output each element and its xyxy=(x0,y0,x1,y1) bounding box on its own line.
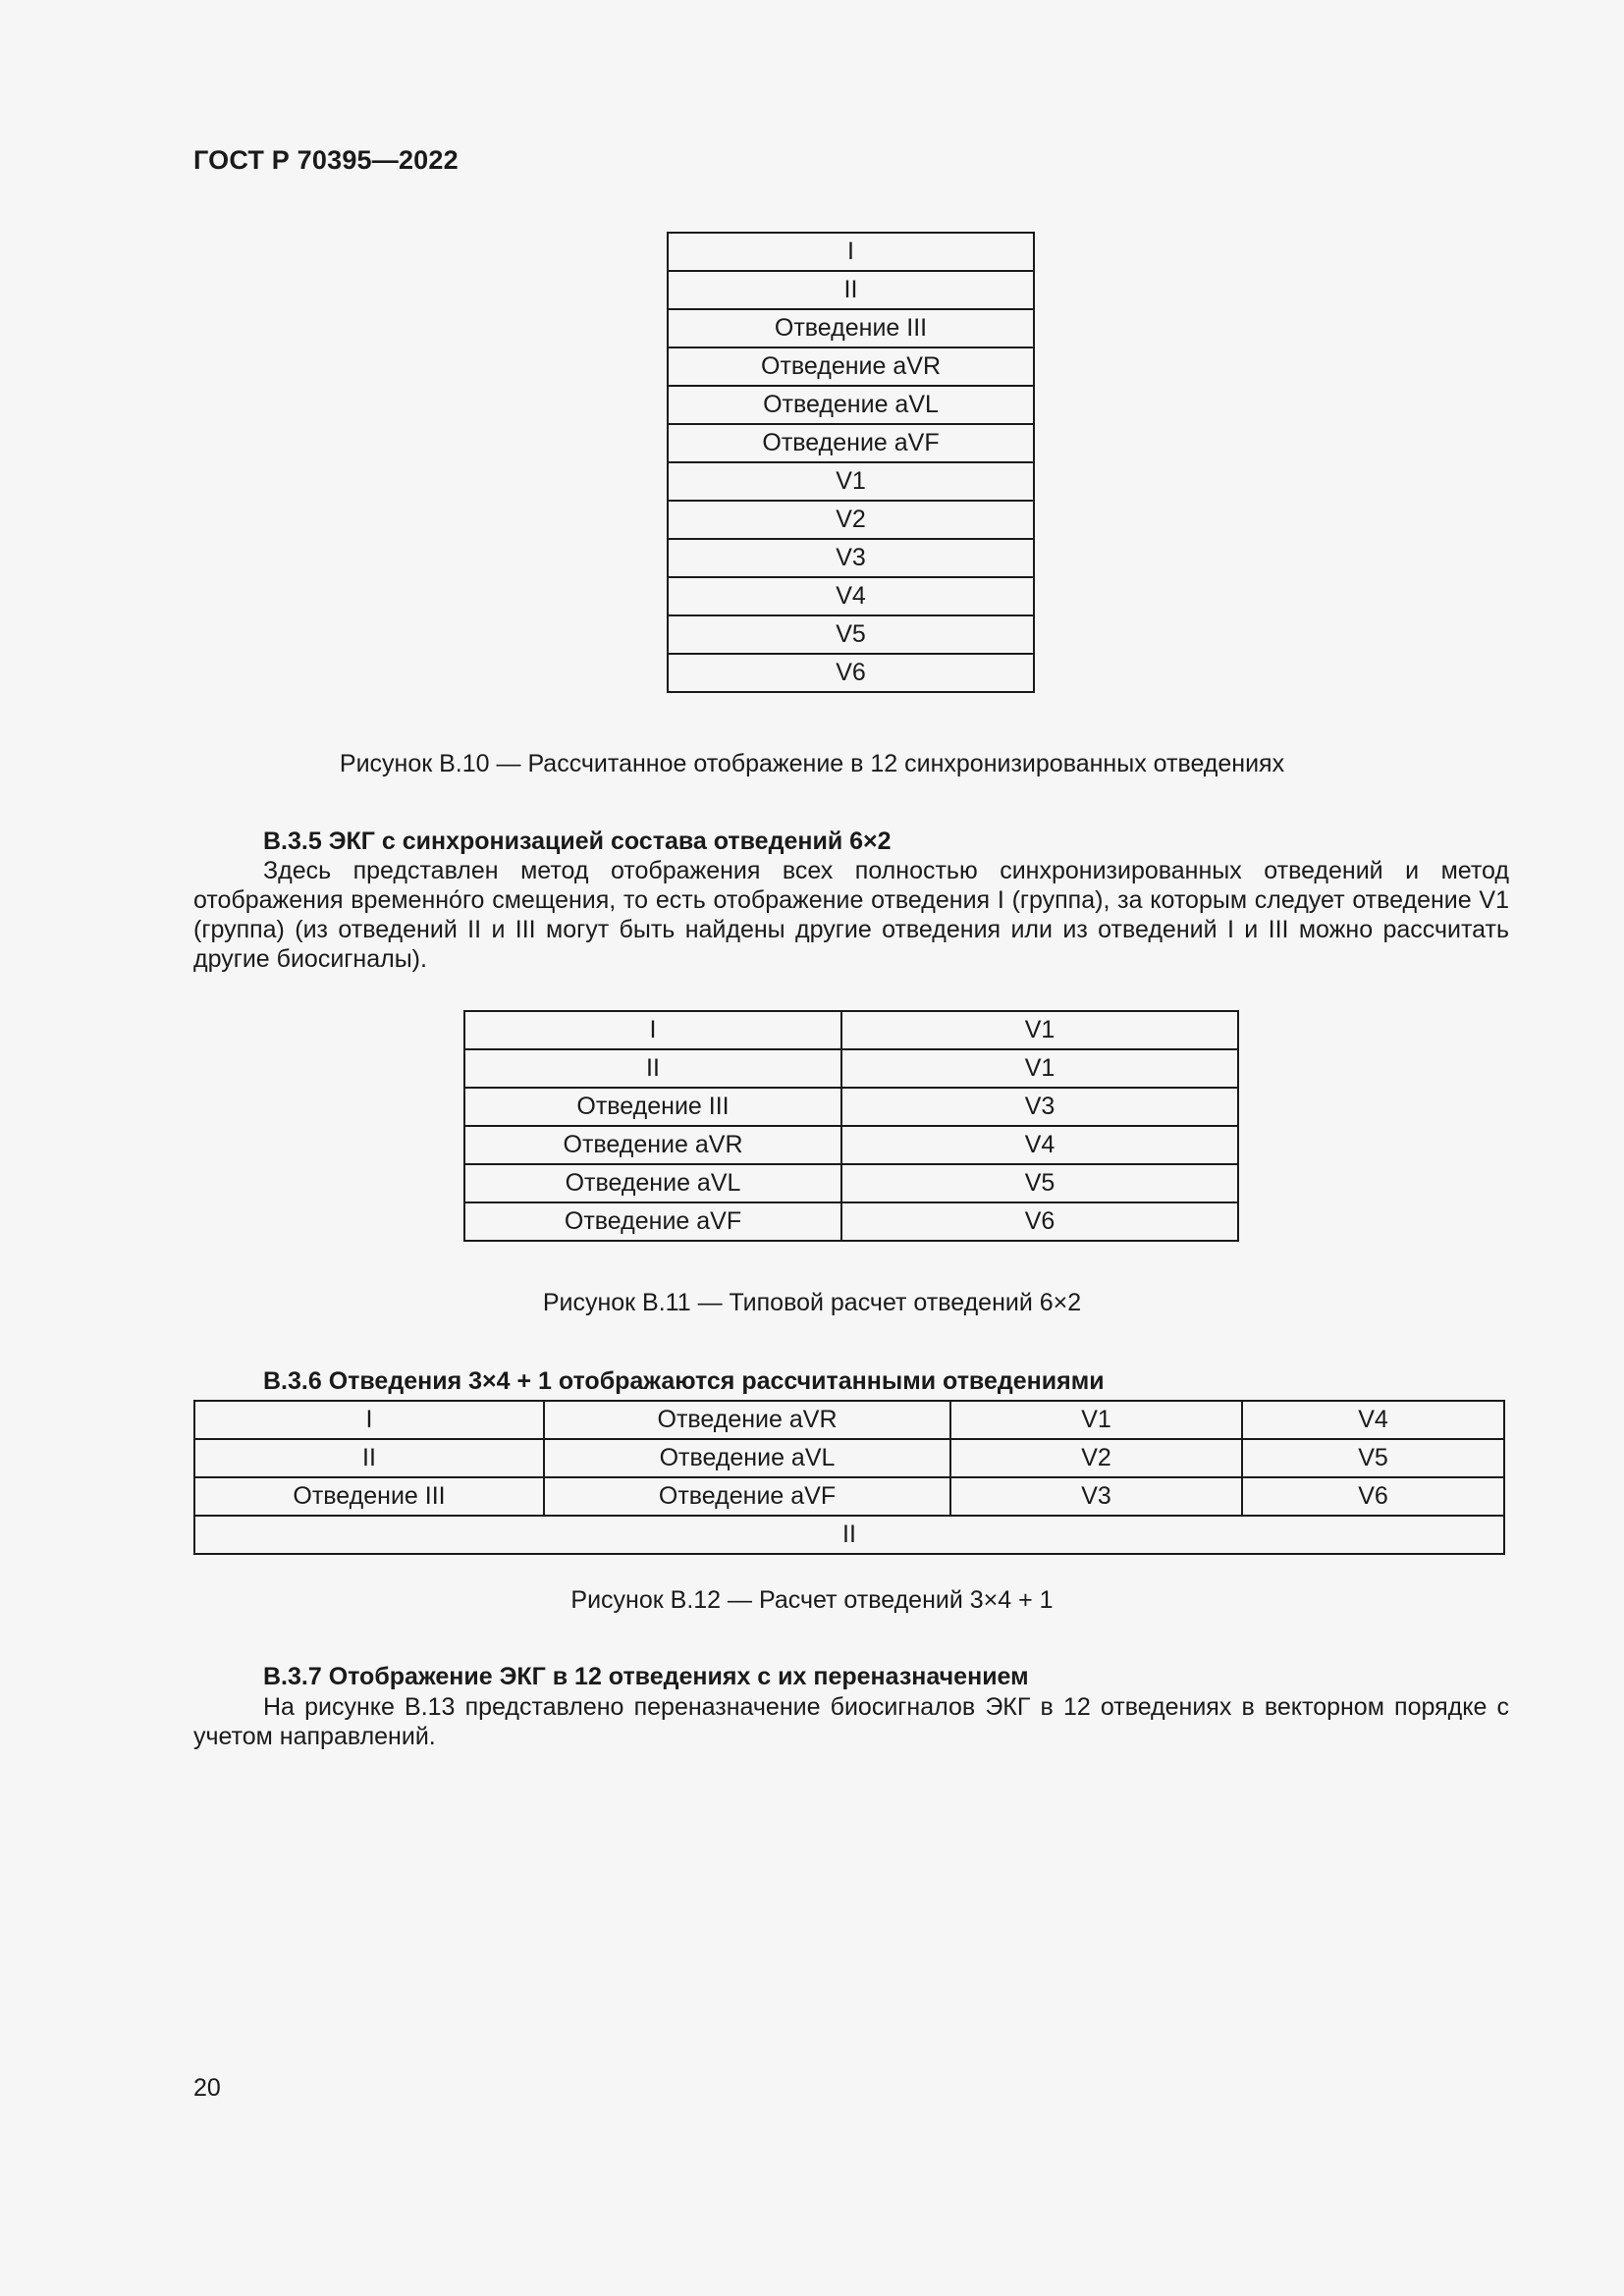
table-cell: I xyxy=(464,1011,841,1049)
table-cell: V2 xyxy=(950,1439,1242,1477)
table-cell: V6 xyxy=(668,654,1034,692)
table-row xyxy=(668,309,1034,347)
figure-b10-caption: Рисунок В.10 — Рассчитанное отображение в 12 синхронизированных отведениях xyxy=(339,750,1285,777)
table-row xyxy=(464,1088,1238,1126)
table-row xyxy=(668,424,1034,462)
table-row xyxy=(668,501,1034,539)
figure-b11-table xyxy=(463,1010,1239,1242)
table-cell: Отведение aVF xyxy=(464,1202,841,1241)
table-cell: V4 xyxy=(1242,1401,1504,1439)
table-cell: V2 xyxy=(668,501,1034,539)
table-cell: V6 xyxy=(841,1202,1238,1241)
table-row xyxy=(464,1164,1238,1202)
table-cell: V3 xyxy=(950,1477,1242,1516)
table-row xyxy=(464,1126,1238,1164)
table-row xyxy=(194,1401,1504,1439)
table-cell: II xyxy=(194,1439,544,1477)
table-row xyxy=(464,1202,1238,1241)
table-row xyxy=(194,1516,1504,1554)
table-cell: V3 xyxy=(841,1088,1238,1126)
table-cell: Отведение aVL xyxy=(544,1439,950,1477)
table-cell: V1 xyxy=(841,1011,1238,1049)
table-cell: V1 xyxy=(841,1049,1238,1088)
table-cell: Отведение III xyxy=(464,1088,841,1126)
table-row xyxy=(668,271,1034,309)
table-cell: II xyxy=(668,271,1034,309)
table-cell: V5 xyxy=(841,1164,1238,1202)
paragraph-text: На рисунке В.13 представлено переназначение биосигналов ЭКГ в 12 отведениях в векторном порядке с учетом направлений. xyxy=(193,1693,1509,1750)
document-header: ГОСТ Р 70395—2022 xyxy=(193,145,459,175)
table-row xyxy=(668,347,1034,386)
table-cell: Отведение III xyxy=(194,1477,544,1516)
section-b37-heading: В.3.7 Отображение ЭКГ в 12 отведениях с их переназначением xyxy=(263,1663,1029,1690)
table-row xyxy=(464,1049,1238,1088)
figure-b10-table xyxy=(667,232,1035,693)
figure-b12-caption: Рисунок В.12 — Расчет отведений 3×4 + 1 xyxy=(570,1586,1054,1614)
table-cell: V1 xyxy=(668,462,1034,501)
table-cell: Отведение III xyxy=(668,309,1034,347)
table-cell: V4 xyxy=(668,577,1034,615)
table-cell: V4 xyxy=(841,1126,1238,1164)
table-cell: Отведение aVL xyxy=(464,1164,841,1202)
section-b36-heading: В.3.6 Отведения 3×4 + 1 отображаются рассчитанными отведениями xyxy=(263,1367,1105,1395)
page-number: 20 xyxy=(193,2074,221,2102)
table-row xyxy=(668,577,1034,615)
table-row xyxy=(668,462,1034,501)
section-b35-heading: В.3.5 ЭКГ с синхронизацией состава отведений 6×2 xyxy=(263,828,892,855)
table-cell: Отведение aVL xyxy=(668,386,1034,424)
table-cell: Отведение aVR xyxy=(668,347,1034,386)
table-cell: V5 xyxy=(668,615,1034,654)
figure-b12-table xyxy=(193,1400,1505,1555)
table-cell: V5 xyxy=(1242,1439,1504,1477)
table-row xyxy=(668,654,1034,692)
table-row xyxy=(194,1439,1504,1477)
table-row xyxy=(668,615,1034,654)
table-cell: Отведение aVF xyxy=(544,1477,950,1516)
table-row xyxy=(464,1011,1238,1049)
table-row xyxy=(194,1477,1504,1516)
table-row xyxy=(668,233,1034,271)
table-cell: V1 xyxy=(950,1401,1242,1439)
table-row xyxy=(668,386,1034,424)
table-cell: Отведение aVR xyxy=(544,1401,950,1439)
table-cell: II xyxy=(464,1049,841,1088)
section-b35-paragraph xyxy=(193,856,1509,974)
table-row xyxy=(668,539,1034,577)
table-cell: V6 xyxy=(1242,1477,1504,1516)
table-cell: Отведение aVF xyxy=(668,424,1034,462)
table-cell: Отведение aVR xyxy=(464,1126,841,1164)
table-cell: I xyxy=(194,1401,544,1439)
section-b37-paragraph xyxy=(193,1692,1509,1751)
table-cell: V3 xyxy=(668,539,1034,577)
figure-b11-caption: Рисунок В.11 — Типовой расчет отведений 6×2 xyxy=(542,1289,1082,1316)
table-cell: I xyxy=(668,233,1034,271)
paragraph-text: Здесь представлен метод отображения всех полностью синхронизированных отведений и метод отображения временно́го смещения, то есть отображение отведения I (группа), за которым следует отведение V1 (группа) (из отведений II и III могут быть найдены другие отведения или из отведений I и III можно рассчитать другие биосигналы). xyxy=(193,857,1509,973)
rhythm-strip-cell: II xyxy=(194,1516,1504,1554)
